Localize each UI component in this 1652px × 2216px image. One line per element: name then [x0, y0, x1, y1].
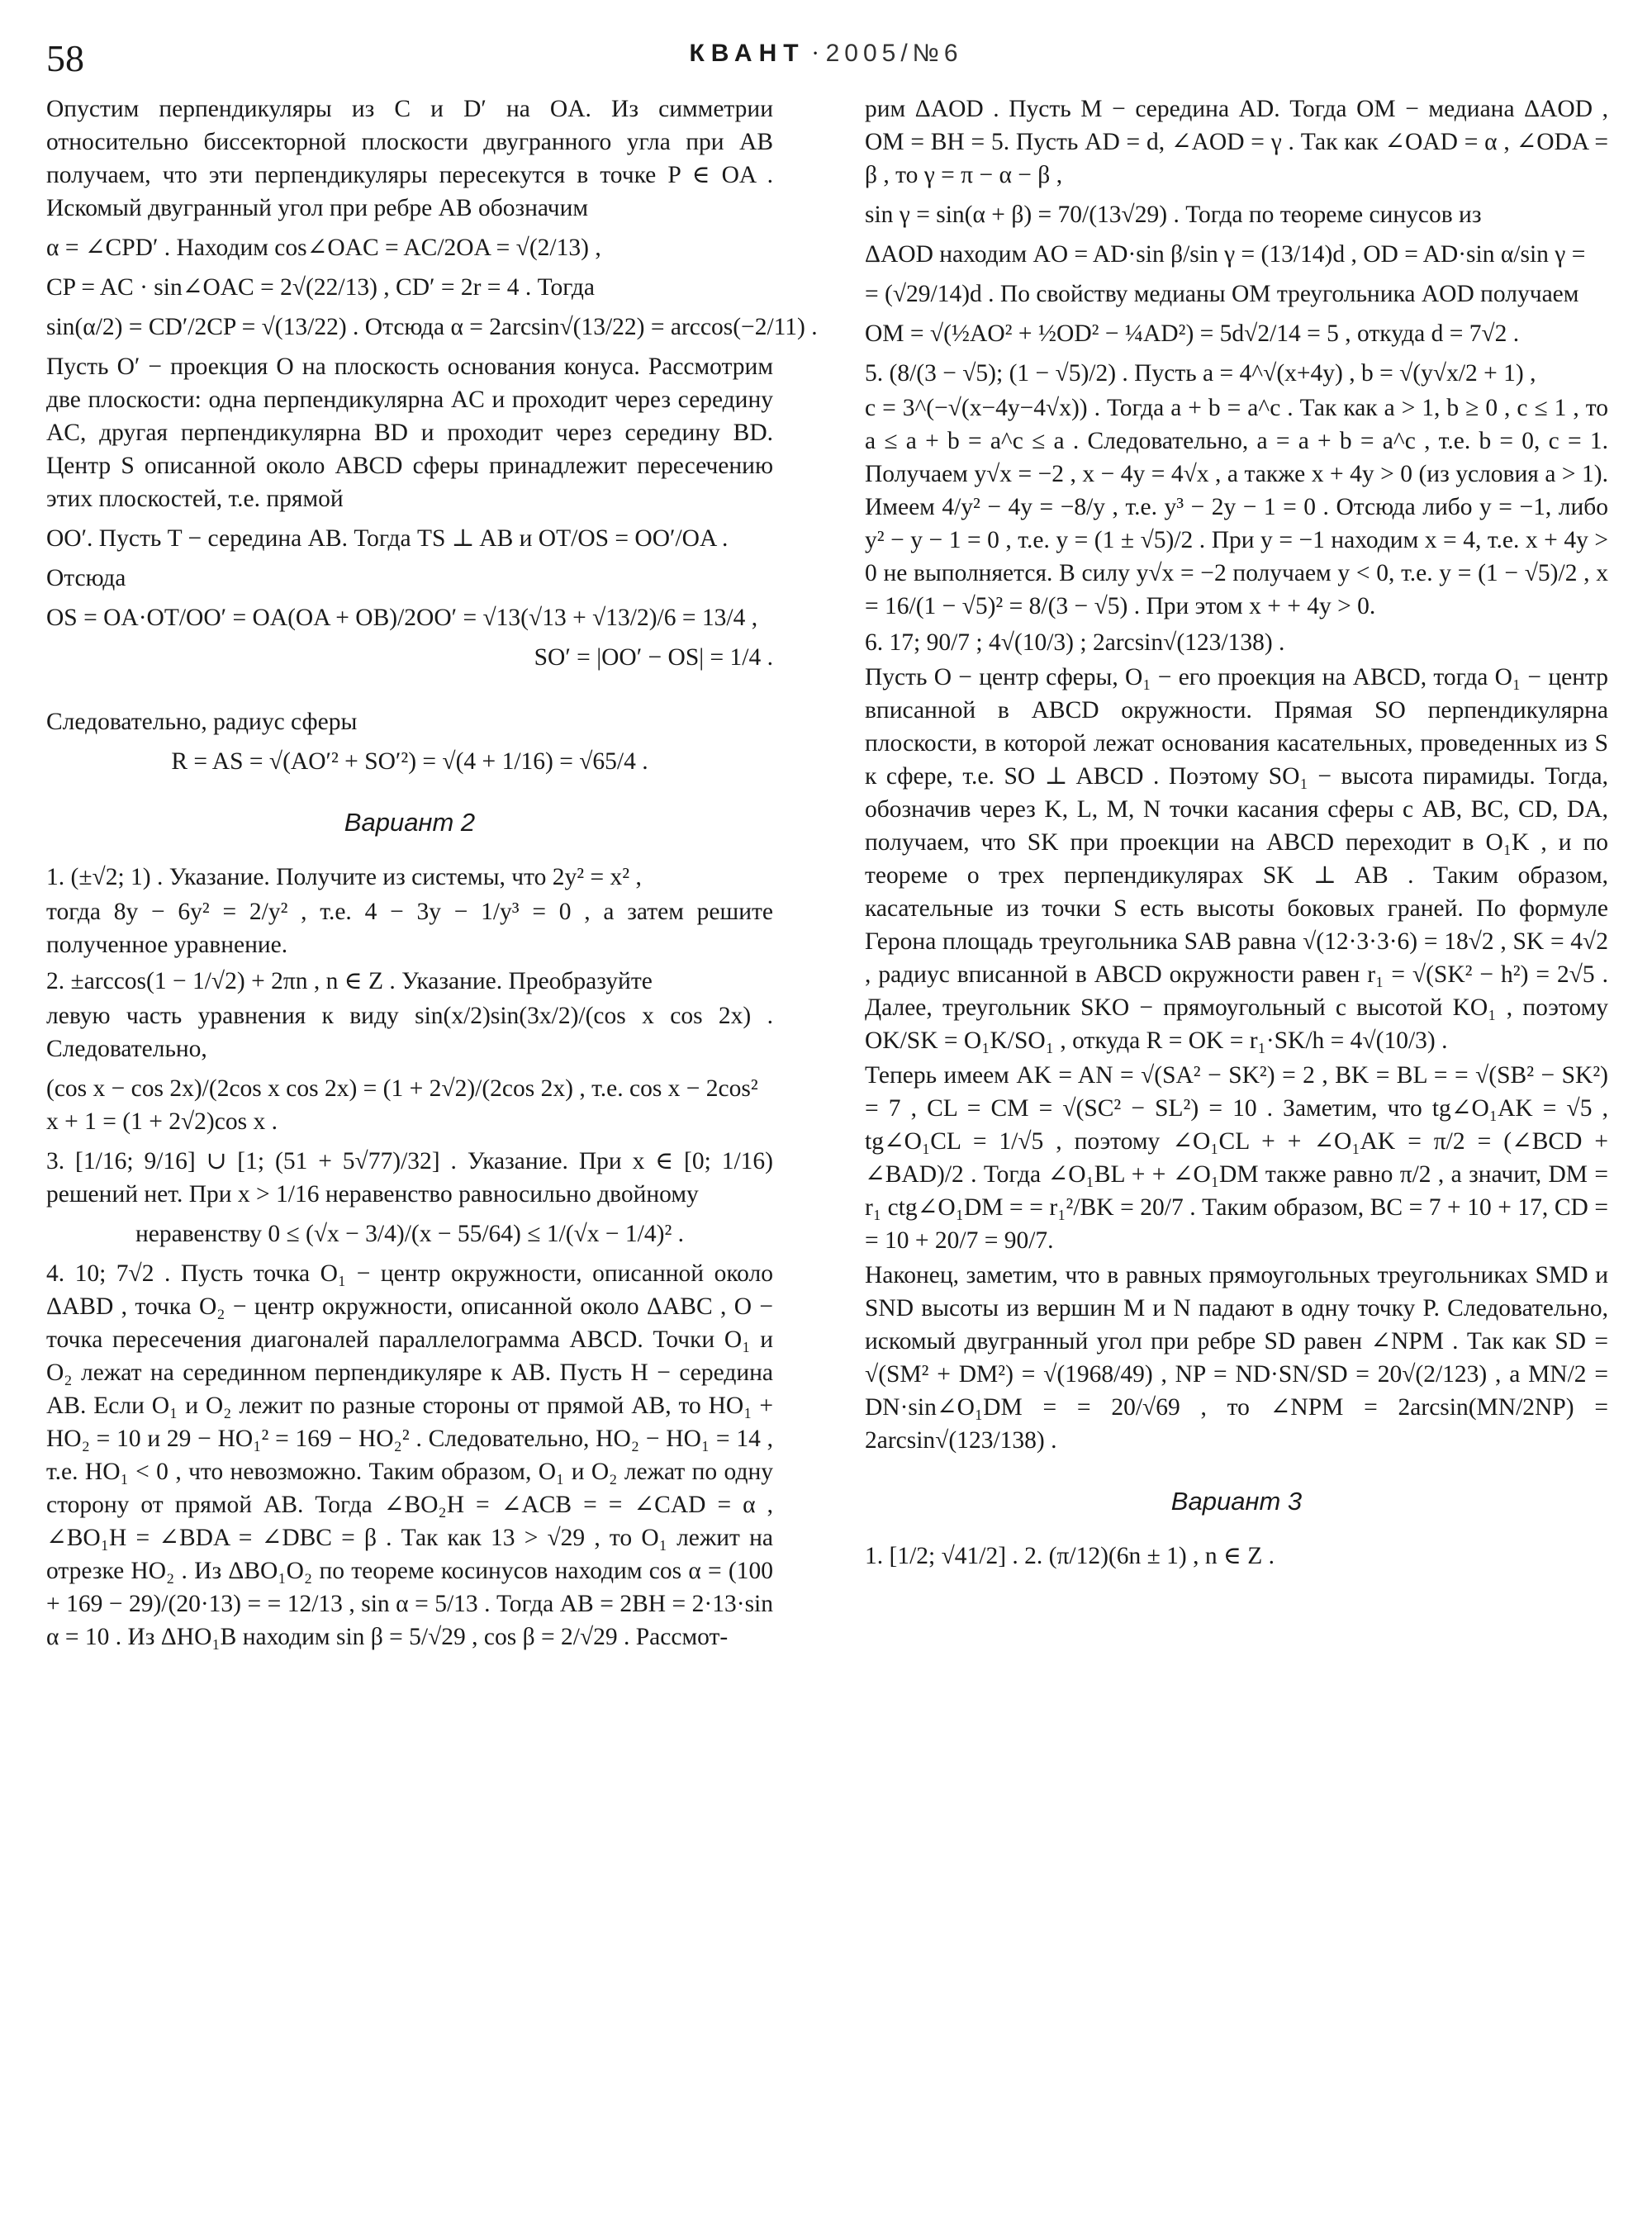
header-separator: · — [811, 40, 820, 67]
solution-item: 4. 10; 7√2 . Пусть точка O₁ − центр окружности, описанной около ΔABD , точка O₂ − центр окружности, описанной около ΔABC , O − точка пересечения диагоналей параллелограмма ABCD. Точки O₁ и O₂ лежат на серединном перпендикуляре к AB. Пусть H − середина AB. Если O₁ и O₂ лежит по разные стороны от прямой AB, то HO₁ + HO₂ = 10 и 29 − HO₁² = 169 − HO₂² . Следовательно, HO₂ − HO₁ = 14 , т.е. HO₁ < 0 , что невозможно. Таким образом, O₁ и O₂ лежат по одну сторону от прямой AB. Тогда ∠BO₂H = ∠ACB = = ∠CAD = α , ∠BO₁H = ∠BDA = ∠DBC = β . Так как 13 > √29 , то O₁ лежит на отрезке HO₂ . Из ΔBO₁O₂ по теореме косинусов находим cos α = (100 + 169 − 29)/(20·13) = = 12/13 , sin α = 5/13 . Тогда AB = 2BH = 2·13·sin α = 10 . Из ΔHO₁B находим sin β = 5/√29 , cos β = 2/√29 . Рассмот- — [46, 1260, 773, 1650]
paragraph: Следовательно, радиус сферы — [46, 709, 358, 735]
paragraph: Пусть O − центр сферы, O₁ − его проекция на ABCD, тогда O₁ − центр вписанной в ABCD окружности. Прямая SO перпендикулярна плоскости, в которой лежат основания касательных, проведенных из S к сфере, т.е. SO ⊥ ABCD . Поэтому SO₁ − высота пирамиды. Тогда, обозначив через K, L, M, N точки касания сферы с AB, BC, CD, DA, получаем, что SK при проекции на ABCD переходит в O₁K , и по теореме о трех перпендикулярах SK ⊥ AB . Таким образом, касательные из точки S есть высоты боковых граней. По формуле Герона площадь треугольника SAB равна √(12·3·3·6) = 18√2 , SK = 4√2 , радиус вписанной в ABCD окружности равен r₁ = √(SK² − h²) = 2√5 . Далее, треугольник SKO − прямоугольный с высотой KO₁ , поэтому OK/SK = O₁K/SO₁ , откуда R = OK = r₁·SK/h = 4√(10/3) . — [865, 664, 1608, 1054]
formula: OM = √(½AO² + ½OD² − ¼AD²) = 5d√2/14 = 5 , откуда d = 7√2 . — [865, 320, 1520, 347]
paragraph: рим ΔAOD . Пусть M − середина AD. Тогда OM − медиана ΔAOD , OM = BH = 5. Пусть AD = d, ∠AOD = γ . Так как ∠OAD = α , ∠ODA = β , то γ = π − α − β , — [865, 96, 1608, 188]
paragraph: тогда 8y − 6y² = 2/y² , т.е. 4 − 3y − 1/y³ = 0 , а затем решите полученное уравнение. — [46, 899, 773, 958]
left-column — [46, 93, 818, 1655]
formula: неравенству 0 ≤ (√x − 3/4)/(x − 55/64) ≤ 1/(√x − 1/4)² . — [135, 1221, 685, 1247]
formula: R = AS = √(AO′² + SO′²) = √(4 + 1/16) = √65/4 . — [171, 748, 648, 775]
paragraph: c = 3^(−√(x−4y−4√x)) . Тогда a + b = a^c . Так как a > 1, b ≥ 0 , c ≤ 1 , то a ≤ a + b = a^c ≤ a . Следовательно, a = a + b = a^c , т.е. b = 0, c = 1. Получаем y√x = −2 , x − 4y = 4√x , а также x + 4y > 0 (из условия a > 1). Имеем 4/y² − 4y = −8/y , т.е. y³ − 2y − 1 = 0 . Отсюда либо y = −1, либо y² − y − 1 = 0 , т.е. y = (1 ± √5)/2 . При y = −1 находим x = 4, т.е. x + 4y > 0 не выполняется. В силу y√x = −2 получаем y < 0, т.е. y = (1 − √5)/2 , x = 16/(1 − √5)² = 8/(3 − √5) . При этом x + + 4y > 0. — [865, 395, 1608, 619]
paragraph: Теперь имеем AK = AN = √(SA² − SK²) = 2 , BK = BL = = √(SB² − SK²) = 7 , CL = CM = √(SC² − SL²) = 10 . Заметим, что tg∠O₁AK = √5 , tg∠O₁CL = 1/√5 , поэтому ∠O₁CL + + ∠O₁AK = π/2 = (∠BCD + ∠BAD)/2 . Тогда ∠O₁BL + + ∠O₁DM также равно π/2 , а значит, DM = r₁ ctg∠O₁DM = = r₁²/BK = 20/7 . Таким образом, BC = 7 + 10 + 17, CD = = 10 + 20/7 = 90/7. — [865, 1062, 1608, 1254]
formula: CP = AC · sin∠OAC = 2√(22/13) , CD′ = 2r = 4 . Тогда — [46, 274, 595, 301]
paragraph: Пусть O′ − проекция O на плоскость основания конуса. Рассмотрим две плоскости: одна перпендикулярна AC и проходит через середину AC, другая перпендикулярна BD и проходит через середину BD. Центр S описанной около ABCD сферы принадлежит пересечению этих плоскостей, т.е. прямой — [46, 354, 773, 512]
solution-item: 3. [1/16; 9/16] ∪ [1; (51 + 5√77)/32] . Указание. При x ∈ [0; 1/16) решений нет. При x > 1/16 неравенство равносильно двойному — [46, 1148, 773, 1208]
paragraph: Наконец, заметим, что в равных прямоугольных треугольниках SMD и SND высоты из вершин M и N падают в одну точку P. Следовательно, искомый двугранный угол при ребре SD равен ∠NPM . Так как SD = √(SM² + DM²) = √(1968/49) , NP = ND·SN/SD = 20√(2/123) , а MN/2 = DN·sin∠O₁DM = = 20/√69 , то ∠NPM = 2arcsin(MN/2NP) = 2arcsin√(123/138) . — [865, 1262, 1608, 1454]
formula: ΔAOD находим AO = AD·sin β/sin γ = (13/14)d , OD = AD·sin α/sin γ = — [865, 241, 1586, 268]
solution-item: 6. 17; 90/7 ; 4√(10/3) ; 2arcsin√(123/138) . — [865, 629, 1285, 656]
page-number: 58 — [46, 37, 84, 79]
magazine-title: КВАНТ — [689, 40, 805, 67]
solution-item: 1. [1/2; √41/2] . 2. (π/12)(6n ± 1) , n ∈ Z . — [865, 1543, 1275, 1569]
issue-number: 2005/№6 — [825, 40, 963, 67]
paragraph: Отсюда — [46, 565, 126, 591]
paragraph: левую часть уравнения к виду sin(x/2)sin(3x/2)/(cos x cos 2x) . Следовательно, — [46, 1003, 773, 1062]
formula: (cos x − cos 2x)/(2cos x cos 2x) = (1 + 2√2)/(2cos 2x) , т.е. cos x − 2cos² x + 1 = (1 + 2√2)cos x . — [46, 1075, 758, 1135]
paragraph: Опустим перпендикуляры из C и D′ на OA. Из симметрии относительно биссекторной плоскости двугранного угла при AB получаем, что эти перпендикуляры пересекутся в точке P ∈ OA . Искомый двугранный угол при ребре AB обозначим — [46, 96, 773, 221]
variant-heading: Вариант 3 — [1170, 1487, 1303, 1516]
formula: SO′ = |OO′ − OS| = 1/4 . — [534, 644, 773, 671]
formula: α = ∠CPD′ . Находим cos∠OAC = AC/2OA = √(2/13) , — [46, 235, 601, 261]
solution-item: 5. (8/(3 − √5); (1 − √5)/2) . Пусть a = 4^√(x+4y) , b = √(y√x/2 + 1) , — [865, 360, 1536, 387]
variant-heading: Вариант 2 — [344, 808, 476, 837]
running-head — [0, 40, 1652, 68]
formula: sin γ = sin(α + β) = 70/(13√29) . Тогда по теореме синусов из — [865, 202, 1482, 228]
right-column — [865, 93, 1608, 1574]
formula: sin(α/2) = CD′/2CP = √(13/22) . Отсюда α = 2arcsin√(13/22) = arccos(−2/11) . — [46, 314, 818, 340]
paragraph: = (√29/14)d . По свойству медианы OM треугольника AOD получаем — [865, 281, 1579, 307]
formula: OS = OA·OT/OO′ = OA(OA + OB)/2OO′ = √13(√13 + √13/2)/6 = 13/4 , — [46, 605, 758, 631]
formula: OO′. Пусть T − середина AB. Тогда TS ⊥ AB и OT/OS = OO′/OA . — [46, 525, 729, 552]
solution-item: 1. (±√2; 1) . Указание. Получите из системы, что 2y² = x² , — [46, 864, 642, 890]
solution-item: 2. ±arccos(1 − 1/√2) + 2πn , n ∈ Z . Указание. Преобразуйте — [46, 968, 653, 994]
